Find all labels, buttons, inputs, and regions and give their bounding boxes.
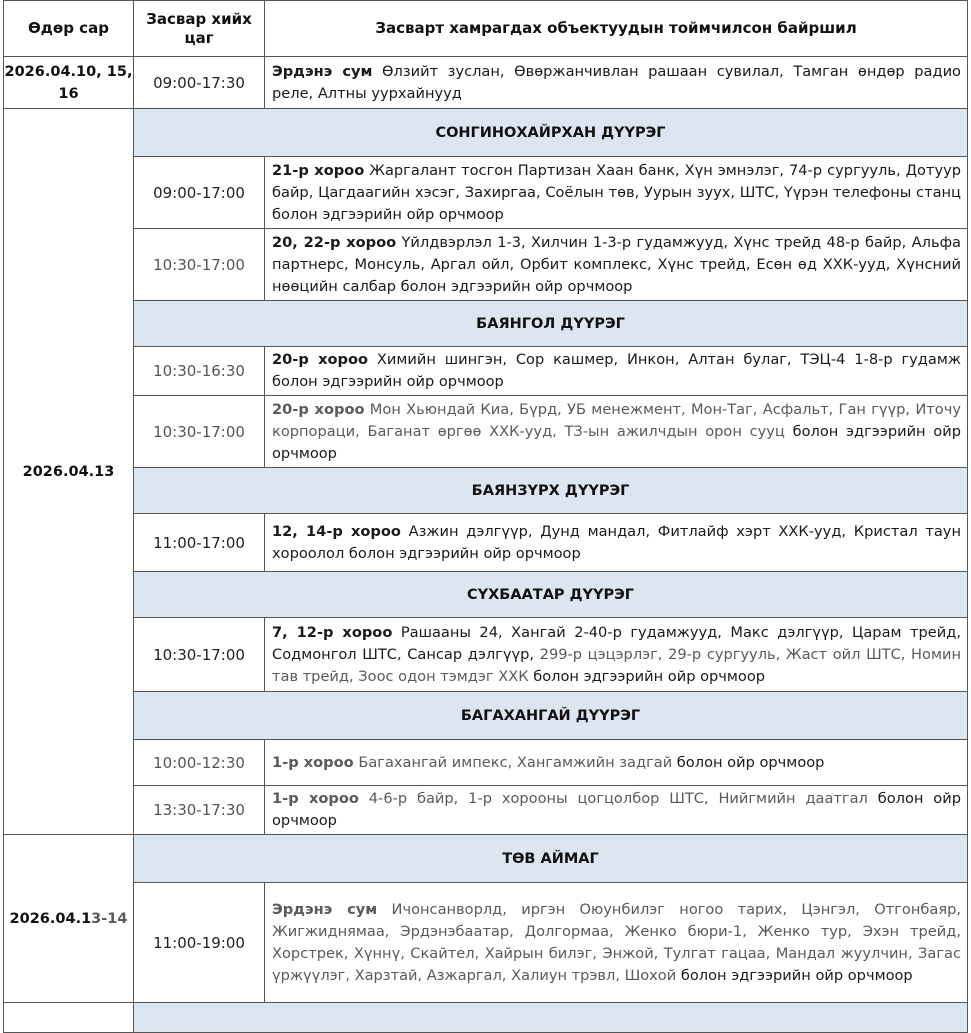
table-row <box>4 157 968 229</box>
header-date: Өдөр сар <box>4 1 134 57</box>
time-cell: 10:30-17:00 <box>134 396 265 468</box>
empty-cell <box>4 1003 134 1033</box>
location-text: Үйлдвэрлэл 1-3, Хилчин 1-3-р гудамжууд, Хүнс трейд 48-р байр, Альфа партнерс, Монсуль, Аргал ойл, Орбит комплекс, Хүнс трейд, Есөн өд ХХК-ууд, Хүнсний нөөцийн салбар болон эдгээрийн ойр орчмоор <box>272 233 961 295</box>
time-cell: 09:00-17:30 <box>134 57 265 109</box>
location-cell <box>265 157 968 229</box>
location-text: болон эдгээрийн ойр орчмоор <box>272 422 961 462</box>
table-row <box>4 229 968 301</box>
location-cell <box>265 514 968 572</box>
time-cell: 13:30-17:30 <box>134 786 265 835</box>
location-cell <box>265 740 968 786</box>
location-area: 21-р хороо <box>272 161 365 179</box>
table-row <box>4 1003 968 1033</box>
location-text-gray: 299-р цэцэрлэг, 29-р сургууль, Жаст ойл ШТС, Номин тав трейд, Зоос одон тэмдэг ХХК <box>272 645 961 685</box>
location-area: Эрдэнэ сум <box>272 62 373 80</box>
table-header-row <box>4 1 968 57</box>
time-cell: 10:00-12:30 <box>134 740 265 786</box>
district-heading: БАЯНГОЛ ДҮҮРЭГ <box>134 301 968 347</box>
table-row <box>4 514 968 572</box>
location-area: 1-р хороо <box>272 753 354 771</box>
location-cell <box>265 229 968 301</box>
district-heading: БАЯНЗҮРХ ДҮҮРЭГ <box>134 468 968 514</box>
table-row <box>4 618 968 692</box>
location-text: Рашааны 24, Хангай 2-40-р гудамжууд, Макс дэлгүүр, Царам трейд, Содмонгол ШТС, Сансар дэлгүүр, <box>272 623 961 663</box>
location-text-tail: болон эдгээрийн ойр орчмоор <box>528 667 766 685</box>
location-area: 7, 12-р хороо <box>272 623 393 641</box>
date-cell: 2026.04.13 <box>4 109 134 835</box>
location-text-gray: Мон Хьюндай Киа, Бүрд, УБ менежмент, Мон-Таг, Асфальт, Ган гүүр, Иточу корпораци, Баганат өргөө ХХК-ууд, ТЗ-ын ажилчдын орон сууц <box>272 400 961 440</box>
location-text-gray: Багахангай импекс, Хангамжийн задгай <box>353 753 673 771</box>
date-part: 2026.04.1 <box>9 910 92 927</box>
location-text: Азжин дэлгүүр, Дунд мандал, Фитлайф хэрт ХХК-ууд, Кристал таун хороолол болон эдгээрийн ойр орчмоор <box>272 522 961 562</box>
district-heading: ТӨВ АЙМАГ <box>134 835 968 883</box>
location-area: 20-р хороо <box>272 400 365 418</box>
time-cell: 10:30-16:30 <box>134 347 265 396</box>
header-time: Засвар хийх цаг <box>134 1 265 57</box>
location-area: Эрдэнэ сум <box>272 900 378 918</box>
district-row <box>4 835 968 883</box>
district-heading: СОНГИНОХАЙРХАН ДҮҮРЭГ <box>134 109 968 157</box>
table-row <box>4 786 968 835</box>
date-part-gray: 3-14 <box>91 910 128 927</box>
maintenance-schedule-table <box>3 0 968 1033</box>
location-text: Жаргалант тосгон Партизан Хаан банк, Хүн эмнэлэг, 74-р сургууль, Дотуур байр, Цагдаагийн хэсэг, Захиргаа, Соёлын төв, Уурын зуух, ШТС, Үүрэн телефоны станц болон эдгээрийн ойр орчмоор <box>272 161 961 223</box>
location-cell <box>265 57 968 109</box>
district-heading-partial <box>134 1003 968 1033</box>
location-text: болон ойр орчмоор <box>672 753 825 771</box>
location-area: 20, 22-р хороо <box>272 233 397 251</box>
time-cell: 10:30-17:00 <box>134 618 265 692</box>
date-cell <box>4 835 134 1003</box>
time-cell: 10:30-17:00 <box>134 229 265 301</box>
district-row <box>4 109 968 157</box>
location-cell <box>265 396 968 468</box>
district-row <box>4 468 968 514</box>
time-cell: 09:00-17:00 <box>134 157 265 229</box>
header-location: Засварт хамрагдах объектуудын тоймчилсон байршил <box>265 1 968 57</box>
district-row <box>4 692 968 740</box>
table-row <box>4 347 968 396</box>
location-text: Химийн шингэн, Сор кашмер, Инкон, Алтан булаг, ТЭЦ-4 1-8-р гудамж болон эдгээрийн ойр орчмоор <box>272 351 961 390</box>
location-cell <box>265 347 968 396</box>
location-text: болон ойр орчмоор <box>272 790 961 829</box>
time-cell: 11:00-19:00 <box>134 883 265 1003</box>
location-text-gray: 4-6-р байр, 1-р хорооны цогцолбор ШТС, Нийгмийн даатгал <box>358 790 868 807</box>
table-row <box>4 740 968 786</box>
district-row <box>4 572 968 618</box>
location-text-gray: Ичонсанворлд, иргэн Оюунбилэг ногоо тарих, Цэнгэл, Отгонбаяр, Жигжиднямаа, Эрдэнэбаатар, Долгормаа, Женко бюри-1, Женко тур, Эхэн трейд, Хорстрек, Хүннү, Скайтел, Хайрын билэг, Энжой, Тулгат гацаа, Мандал жуулчин, Загас үржүүлэг, Харзтай, Азжаргал, Халиун трэвл, Шохой <box>272 900 961 984</box>
table-row <box>4 396 968 468</box>
date-cell: 2026.04.10, 15, 16 <box>4 57 134 109</box>
location-cell <box>265 786 968 835</box>
location-text: Өлзийт зуслан, Өвөржанчивлан рашаан сувилал, Тамган өндөр радио реле, Алтны уурхайнууд <box>272 62 961 102</box>
table-row <box>4 883 968 1003</box>
table-row <box>4 57 968 109</box>
location-area: 12, 14-р хороо <box>272 522 401 540</box>
time-cell: 11:00-17:00 <box>134 514 265 572</box>
location-cell <box>265 883 968 1003</box>
district-row <box>4 301 968 347</box>
location-area: 20-р хороо <box>272 351 369 368</box>
location-text: болон эдгээрийн ойр орчмоор <box>676 966 913 984</box>
location-area: 1-р хороо <box>272 790 359 807</box>
district-heading: БАГАХАНГАЙ ДҮҮРЭГ <box>134 692 968 740</box>
location-cell <box>265 618 968 692</box>
district-heading: СҮХБААТАР ДҮҮРЭГ <box>134 572 968 618</box>
